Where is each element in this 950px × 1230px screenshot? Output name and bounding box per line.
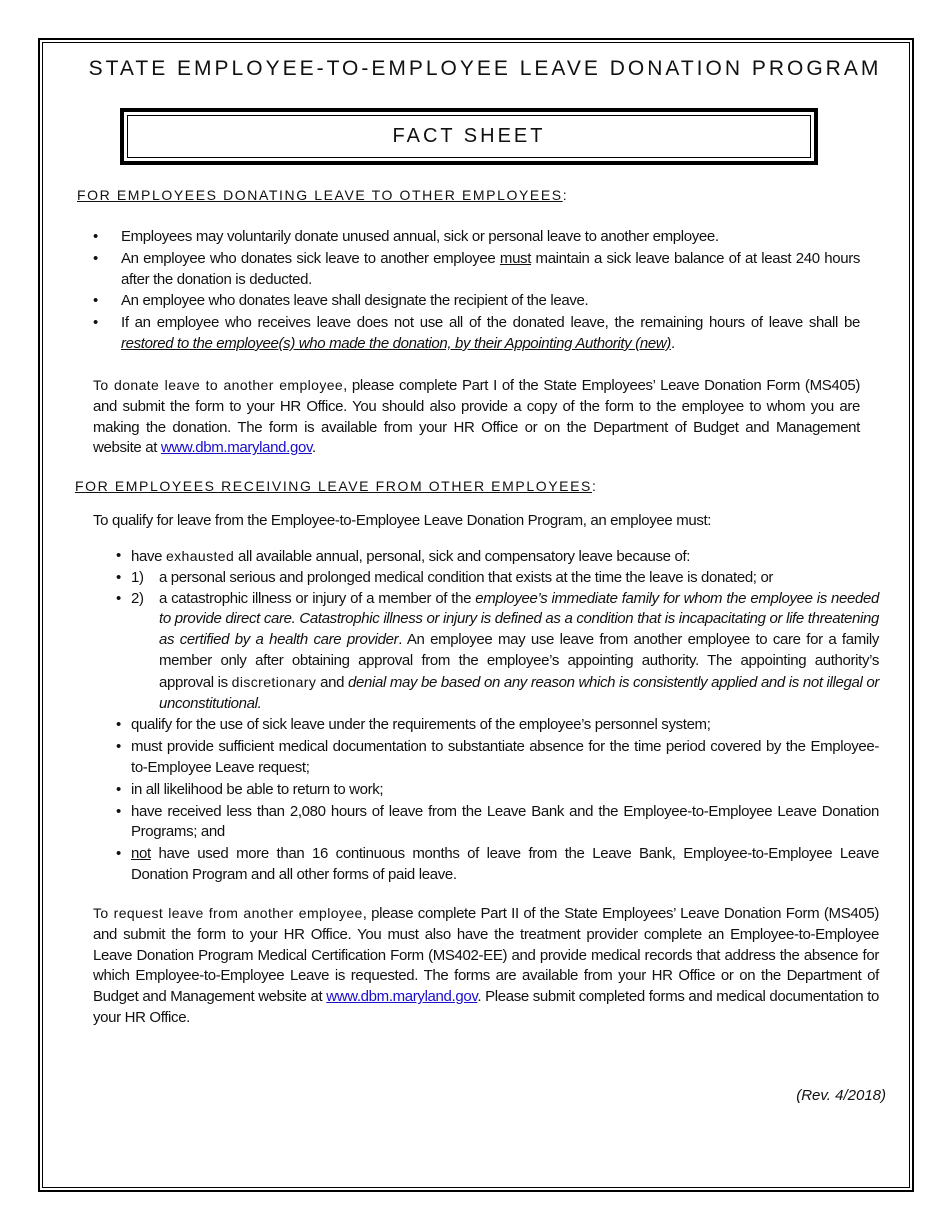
dbm-website-link[interactable]: www.dbm.maryland.gov	[326, 988, 478, 1006]
donating-section-heading	[77, 187, 568, 203]
emphasis-exhausted: exhausted	[165, 548, 235, 564]
restored-note: restored to the employee(s) who made the donation, by their Appointing Authority (new)	[121, 334, 671, 352]
numbered-item	[131, 589, 879, 715]
emphasis-must: must	[499, 249, 532, 267]
item-number: • 1)	[131, 568, 144, 586]
receiving-text: , please complete Part II of the State Employees’ Leave Donation Form (MS405) and submit the form to your HR Office. You must also have the treatment provider complete an Employee-to-Employee Leave Donation Program Medical Certification Form (MS402-EE) and provide medical records that address the absence for which Employee-to-Employee Leave is requested. The forms are available from your HR Office or on the Department of Budget and Management website at	[93, 905, 879, 1006]
revision-date: (Rev. 4/2018)	[796, 1087, 886, 1104]
list-item	[131, 780, 879, 801]
emphasis-not: not	[131, 845, 151, 863]
receiving-paragraph	[93, 903, 879, 1029]
donating-bullets	[121, 227, 860, 356]
item-text: a catastrophic illness or injury of a member of the	[159, 589, 476, 607]
bullet-text: An employee who donates sick leave to another employee	[121, 249, 500, 267]
list-item	[131, 737, 879, 779]
donating-lead: To donate leave to another employee	[93, 377, 344, 393]
item-italic: denial may be based on any reason which is consistently applied and is not illegal or unconstitutional.	[159, 673, 879, 712]
item-text: . An employee may use leave from another employee to care for a family member only after obtaining approval from the employee’s appointing authority. The appointing authority’s approval is	[159, 631, 879, 691]
list-item	[121, 227, 860, 248]
fact-sheet-label: FACT SHEET	[127, 115, 811, 158]
donating-heading-colon: :	[562, 187, 569, 203]
receiving-section-heading	[75, 478, 597, 494]
bullet-text: have used more than 16 continuous months of leave from the Leave Bank, Employee-to-Employee Leave Donation Program and all other forms of paid leave.	[131, 845, 879, 883]
receiving-bullets	[131, 546, 879, 887]
receiving-intro	[93, 511, 860, 532]
donating-heading-text: FOR EMPLOYEES DONATING LEAVE TO OTHER EMPLOYEES	[77, 187, 563, 203]
item-italic: employee’s immediate family for whom the employee is needed to provide direct care. Catastrophic illness or injury is defined as a condition that is incapacitating or life threatening as certified by a health care provider	[159, 589, 879, 649]
donating-text: , please complete Part I of the State Employees’ Leave Donation Form (MS405) and submit the form to your HR Office. You should also provide a copy of the form to the employee to whom you are making the donation. The form is available from your HR Office or on the Department of Budget and Management website at	[93, 377, 860, 457]
bullet-text: Employees may voluntarily donate unused annual, sick or personal leave to another employee.	[121, 228, 719, 245]
bullet-text: have	[131, 548, 166, 565]
dbm-website-link[interactable]: www.dbm.maryland.gov	[160, 439, 312, 457]
list-item	[131, 802, 879, 844]
list-item	[131, 546, 879, 714]
bullet-text: maintain a sick leave balance of at least 240 hours after the donation is deducted.	[121, 249, 860, 288]
item-text: a personal serious and prolonged medical condition that exists at the time the leave is donated; or	[159, 568, 774, 586]
numbered-item	[131, 568, 879, 589]
bullet-text: .	[670, 334, 675, 352]
list-item	[121, 291, 860, 312]
fact-sheet-box	[120, 108, 818, 165]
bullet-text: qualify for the use of sick leave under the requirements of the employee’s personnel system;	[131, 716, 711, 734]
bullet-text: If an employee who receives leave does not use all of the donated leave, the remaining hours of leave shall be	[121, 314, 860, 332]
list-item	[131, 715, 879, 736]
document-title: STATE EMPLOYEE-TO-EMPLOYEE LEAVE DONATION PROGRAM	[88, 57, 882, 80]
bullet-text: in all likelihood be able to return to work;	[131, 780, 384, 798]
bullet-text: all available annual, personal, sick and compensatory leave because of:	[234, 548, 691, 565]
donating-text-end: .	[311, 439, 316, 457]
bullet-text: must provide sufficient medical documentation to substantiate absence for the time period covered by the Employee-to-Employee Leave request;	[131, 738, 879, 776]
bullet-text: An employee who donates leave shall designate the recipient of the leave.	[121, 292, 589, 310]
emphasis-discretionary: discretionary	[231, 673, 317, 690]
item-number: • 2)	[131, 589, 144, 607]
list-item	[121, 313, 860, 355]
list-item	[131, 844, 879, 886]
item-text: and	[316, 673, 349, 691]
receiving-heading-colon: :	[591, 478, 598, 494]
receiving-lead: To request leave from another employee	[93, 905, 363, 921]
bullet-text: have received less than 2,080 hours of leave from the Leave Bank and the Employee-to-Employee Leave Donation Programs; and	[131, 802, 879, 841]
list-item	[121, 249, 860, 291]
receiving-heading-text: FOR EMPLOYEES RECEIVING LEAVE FROM OTHER EMPLOYEES	[75, 478, 592, 494]
receiving-intro-text: To qualify for leave from the Employee-to-Employee Leave Donation Program, an employee must:	[93, 512, 712, 529]
receiving-text-end: . Please submit completed forms and medical documentation to your HR Office.	[93, 988, 879, 1026]
donating-paragraph	[93, 375, 860, 459]
